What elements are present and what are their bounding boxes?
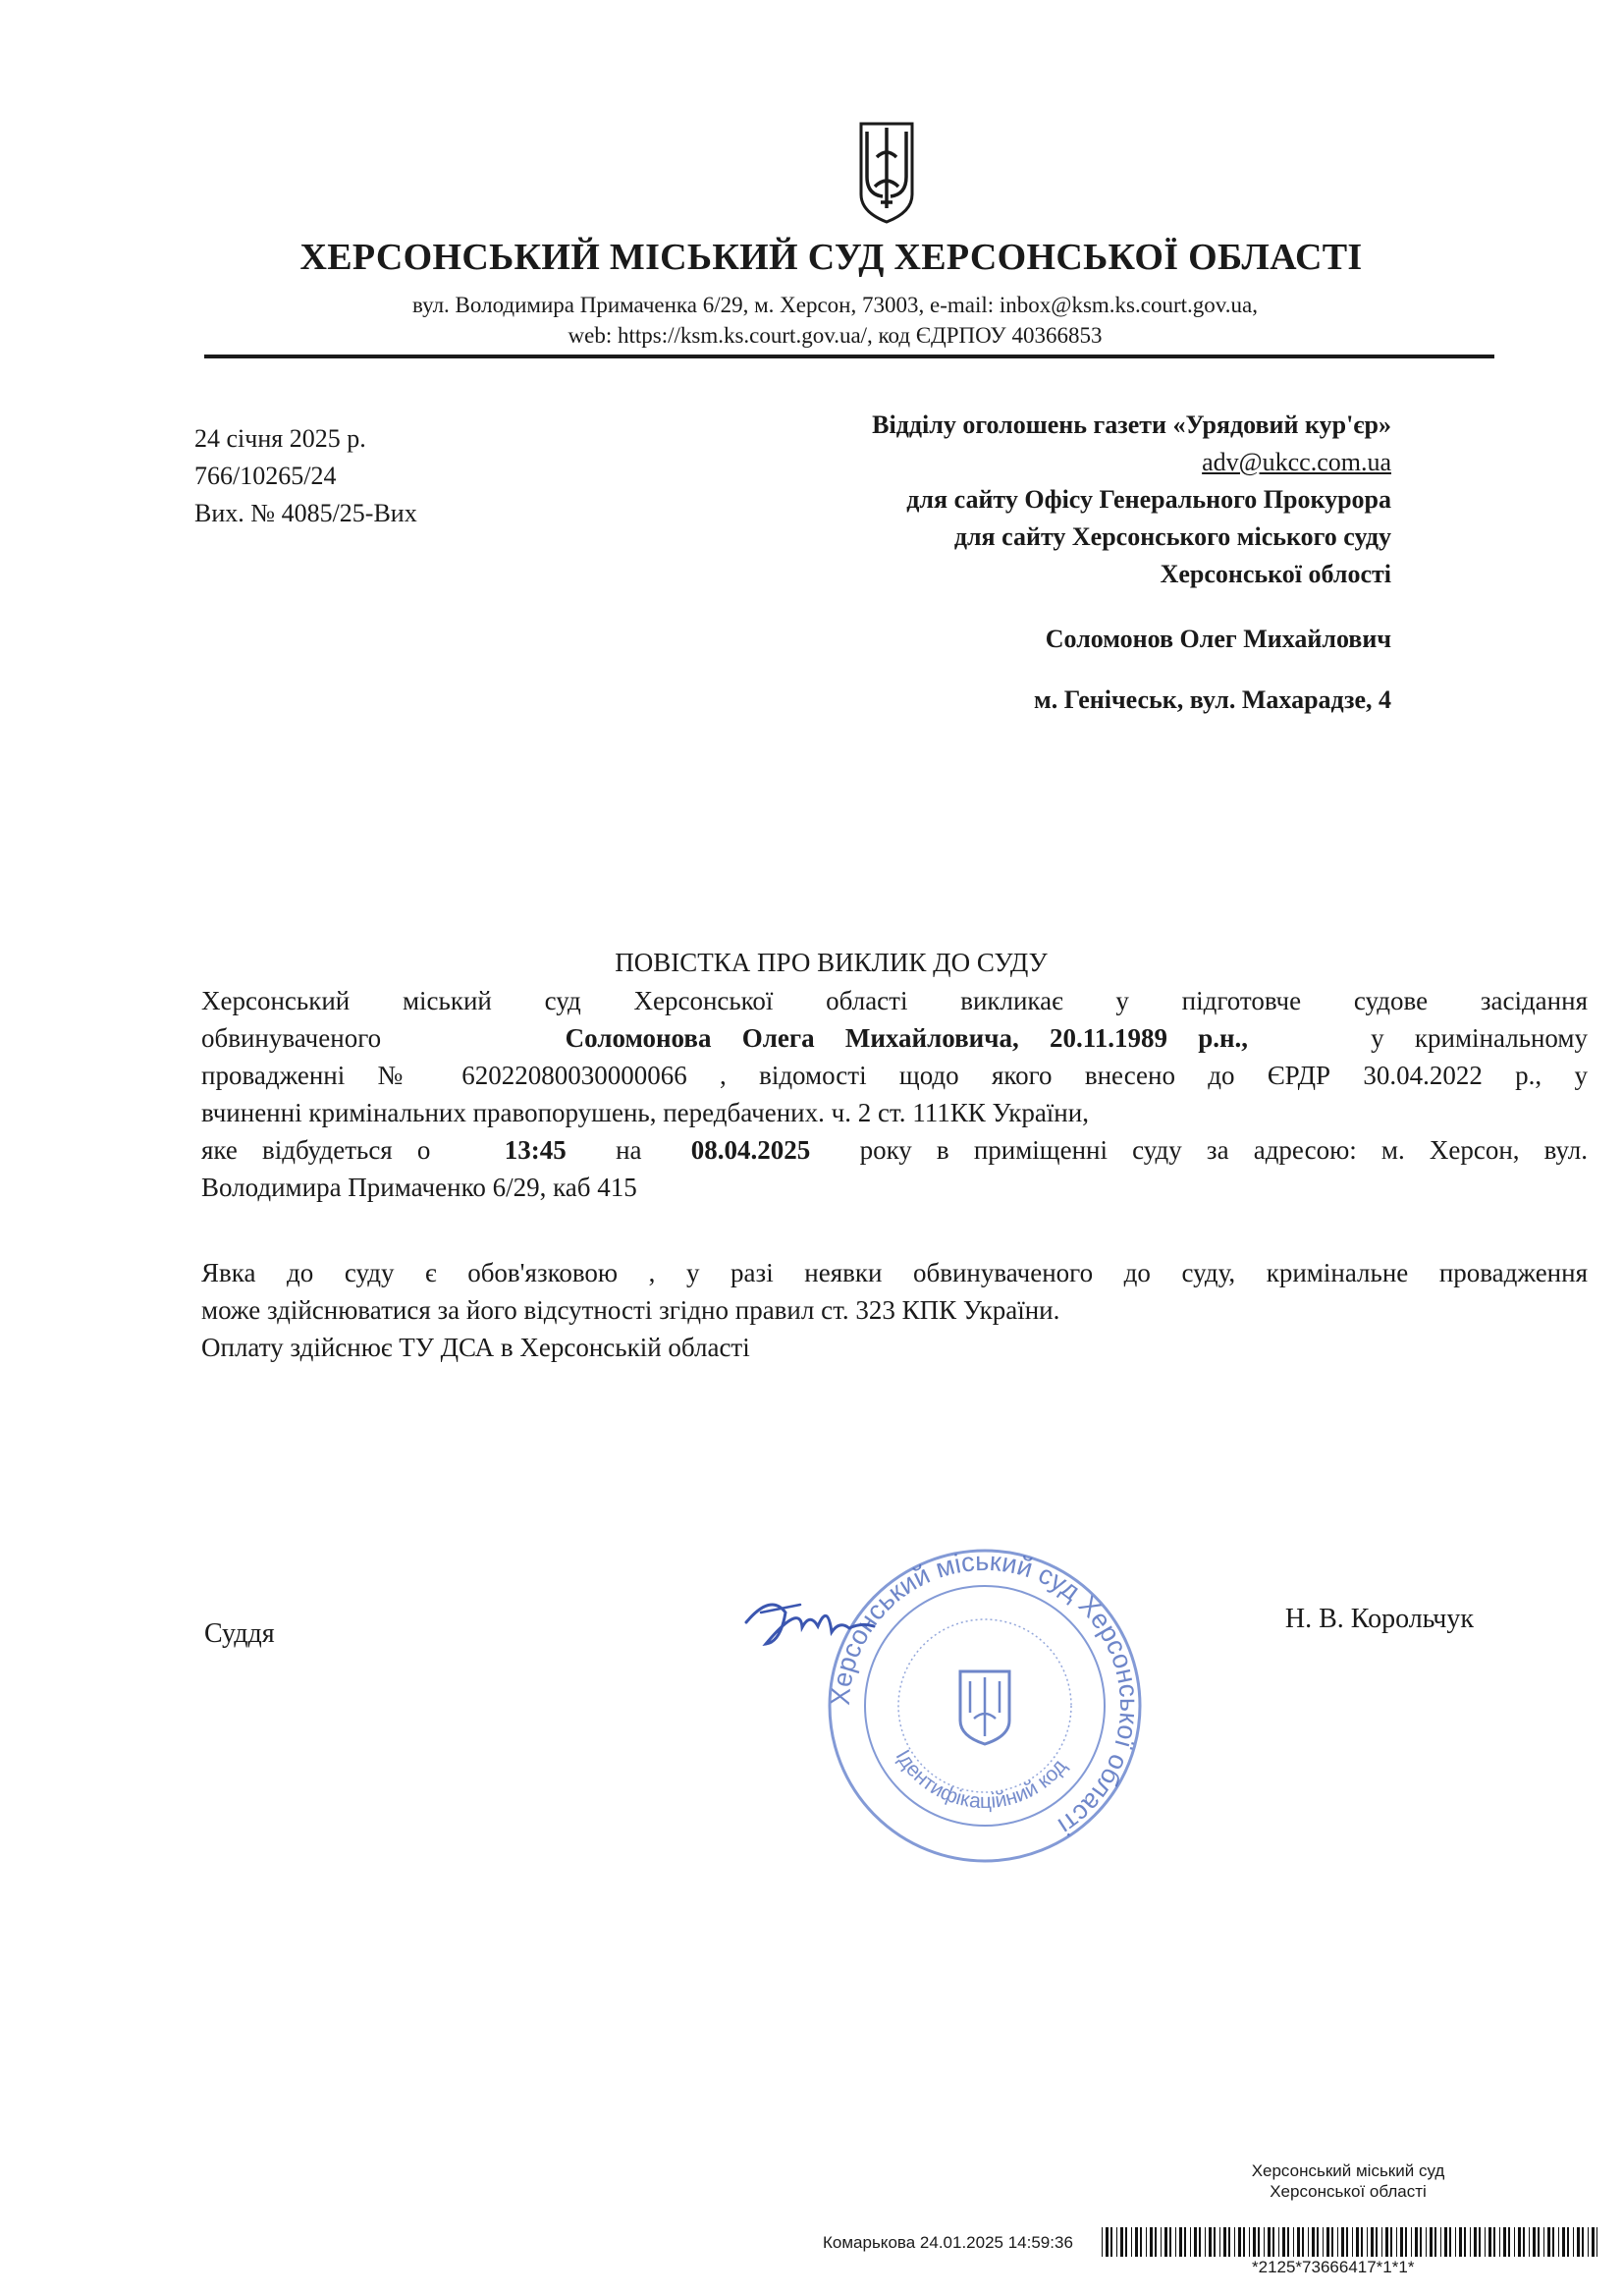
svg-text:Ідентифікаційний код bbox=[892, 1746, 1071, 1813]
summons-paragraph-2 bbox=[201, 1254, 1588, 1366]
text-run: на bbox=[616, 1135, 642, 1165]
footer-court-stamp bbox=[1239, 2160, 1457, 2202]
hearing-time: 13:45 bbox=[504, 1135, 567, 1165]
recipient-email-link[interactable]: adv@ukcc.com.ua bbox=[1202, 448, 1391, 476]
text-run: яке відбудеться о bbox=[201, 1135, 431, 1165]
summons-line: Оплату здійснює ТУ ДСА в Херсонській області bbox=[201, 1333, 750, 1362]
header-divider bbox=[204, 355, 1494, 358]
recipient-region: Херсонської облості bbox=[1160, 560, 1391, 588]
recipient-newspaper: Відділу оголошень газети «Урядовий кур'єр» bbox=[872, 410, 1391, 439]
footer-court-line: Херсонської області bbox=[1270, 2182, 1427, 2201]
clerk-registration-stamp: Комарькова 24.01.2025 14:59:36 bbox=[823, 2233, 1073, 2252]
seal-inner-text: Ідентифікаційний код bbox=[891, 1745, 1071, 1814]
footer-court-line: Херсонський міський суд bbox=[1251, 2161, 1445, 2180]
recipient-block bbox=[872, 407, 1391, 593]
summons-title: ПОВІСТКА ПРО ВИКЛИК ДО СУДУ bbox=[615, 948, 1048, 977]
summons-line: Володимира Примаченко 6/29, каб 415 bbox=[201, 1173, 637, 1202]
summons-line bbox=[201, 1019, 1588, 1057]
text-run: обвинуваченого bbox=[201, 1023, 382, 1053]
accused-name: Соломонов Олег Михайлович bbox=[1045, 625, 1391, 653]
outgoing-number: Вих. № 4085/25-Вих bbox=[194, 499, 417, 527]
court-name-heading: ХЕРСОНСЬКИЙ МІСЬКИЙ СУД ХЕРСОНСЬКОЇ ОБЛАСТІ bbox=[299, 237, 1363, 278]
judge-label: Суддя bbox=[204, 1618, 275, 1649]
judge-name: Н. В. Корольчук bbox=[1284, 1604, 1474, 1634]
judge-signature-icon bbox=[741, 1583, 879, 1671]
case-number: 766/10265/24 bbox=[194, 462, 337, 490]
summons-line: може здійснюватися за його відсутності згідно правил ст. 323 КПК України. bbox=[201, 1295, 1060, 1325]
barcode-icon bbox=[1102, 2227, 1597, 2257]
accused-full-name: Соломонова Олега Михайловича, 20.11.1989 р.н., bbox=[565, 1023, 1249, 1053]
trident-emblem-icon bbox=[853, 118, 920, 228]
hearing-date: 08.04.2025 bbox=[690, 1135, 811, 1165]
summons-paragraph-1 bbox=[201, 982, 1588, 1206]
summons-line bbox=[201, 1131, 1588, 1169]
text-run: року в приміщенні суду за адресою: м. Херсон, вул. bbox=[859, 1135, 1589, 1165]
summons-line: Херсонський міський суд Херсонської області викликає у підготовче судове засідання bbox=[201, 986, 1588, 1015]
summons-line: Явка до суду є обов'язковою , у разі неявки обвинуваченого до суду, кримінальне провадження bbox=[201, 1258, 1588, 1287]
accused-address: м. Генічеськ, вул. Махарадзе, 4 bbox=[1033, 685, 1391, 714]
summons-line: вчиненні кримінальних правопорушень, передбачених. ч. 2 ст. 111КК України, bbox=[201, 1098, 1089, 1127]
court-address: вул. Володимира Примаченка 6/29, м. Херсон, 73003, e-mail: inbox@ksm.ks.court.gov.ua, bbox=[412, 293, 1258, 317]
text-run: у кримінальному bbox=[1371, 1023, 1589, 1053]
barcode-text: *2125*73666417*1*1* bbox=[1252, 2258, 1415, 2276]
document-date: 24 січня 2025 р. bbox=[194, 424, 366, 453]
recipient-court-site: для сайту Херсонського міського суду bbox=[953, 522, 1391, 551]
recipient-prosecutor: для сайту Офісу Генерального Прокурора bbox=[906, 485, 1391, 514]
document-meta bbox=[194, 420, 417, 532]
court-web-code: web: https://ksm.ks.court.gov.ua/, код ЄДРПОУ 40366853 bbox=[568, 323, 1103, 348]
seal-outer-text: Херсонський міський суд Херсонської області bbox=[825, 1546, 1145, 1841]
summons-line: провадженні № 62022080030000066 , відомості щодо якого внесено до ЄРДР 30.04.2022 р., у bbox=[201, 1061, 1588, 1090]
